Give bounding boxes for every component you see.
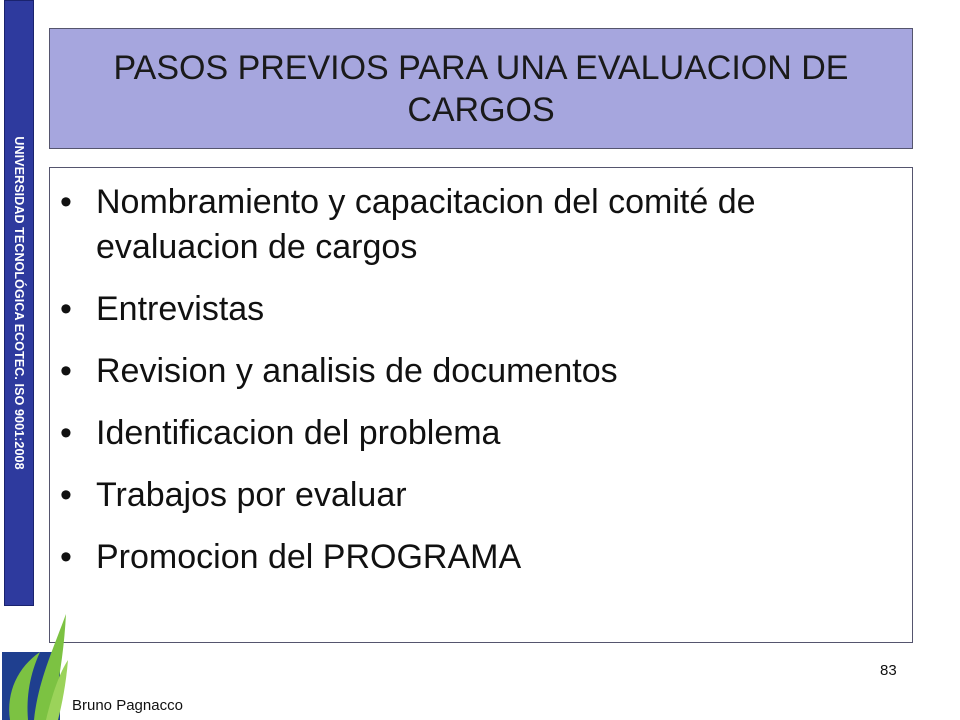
- bullet-item: [50, 180, 912, 270]
- bullet-item: [50, 473, 912, 518]
- bullet-dot-icon: •: [60, 476, 72, 514]
- bullet-dot-icon: •: [60, 352, 72, 390]
- bullet-item: [50, 287, 912, 332]
- bullet-text: Trabajos por evaluar: [96, 476, 407, 514]
- side-band: [4, 0, 34, 606]
- bullet-dot-icon: •: [60, 183, 72, 221]
- bullet-text: Revision y analisis de documentos: [96, 352, 618, 390]
- institution-label: UNIVERSIDAD TECNOLÓGICA ECOTEC. ISO 9001:2008: [12, 136, 26, 470]
- bullet-text: Entrevistas: [96, 290, 265, 328]
- bullet-list: [50, 168, 912, 580]
- bullet-item: [50, 535, 912, 580]
- bullet-text: Identificacion del problema: [96, 414, 501, 452]
- leaf-logo-icon: [0, 612, 72, 720]
- content-box: [49, 167, 913, 643]
- title-box: [49, 28, 913, 149]
- bullet-dot-icon: •: [60, 290, 72, 328]
- page-number: 83: [880, 662, 897, 679]
- author-name: Bruno Pagnacco: [72, 697, 183, 714]
- bullet-text: Promocion del PROGRAMA: [96, 538, 522, 576]
- bullet-item: [50, 349, 912, 394]
- slide-title: PASOS PREVIOS PARA UNA EVALUACION DE CARGOS: [113, 48, 849, 129]
- bullet-dot-icon: •: [60, 414, 72, 452]
- bullet-dot-icon: •: [60, 538, 72, 576]
- bullet-text: Nombramiento y capacitacion del comité de evaluacion de cargos: [96, 183, 756, 266]
- bullet-item: [50, 411, 912, 456]
